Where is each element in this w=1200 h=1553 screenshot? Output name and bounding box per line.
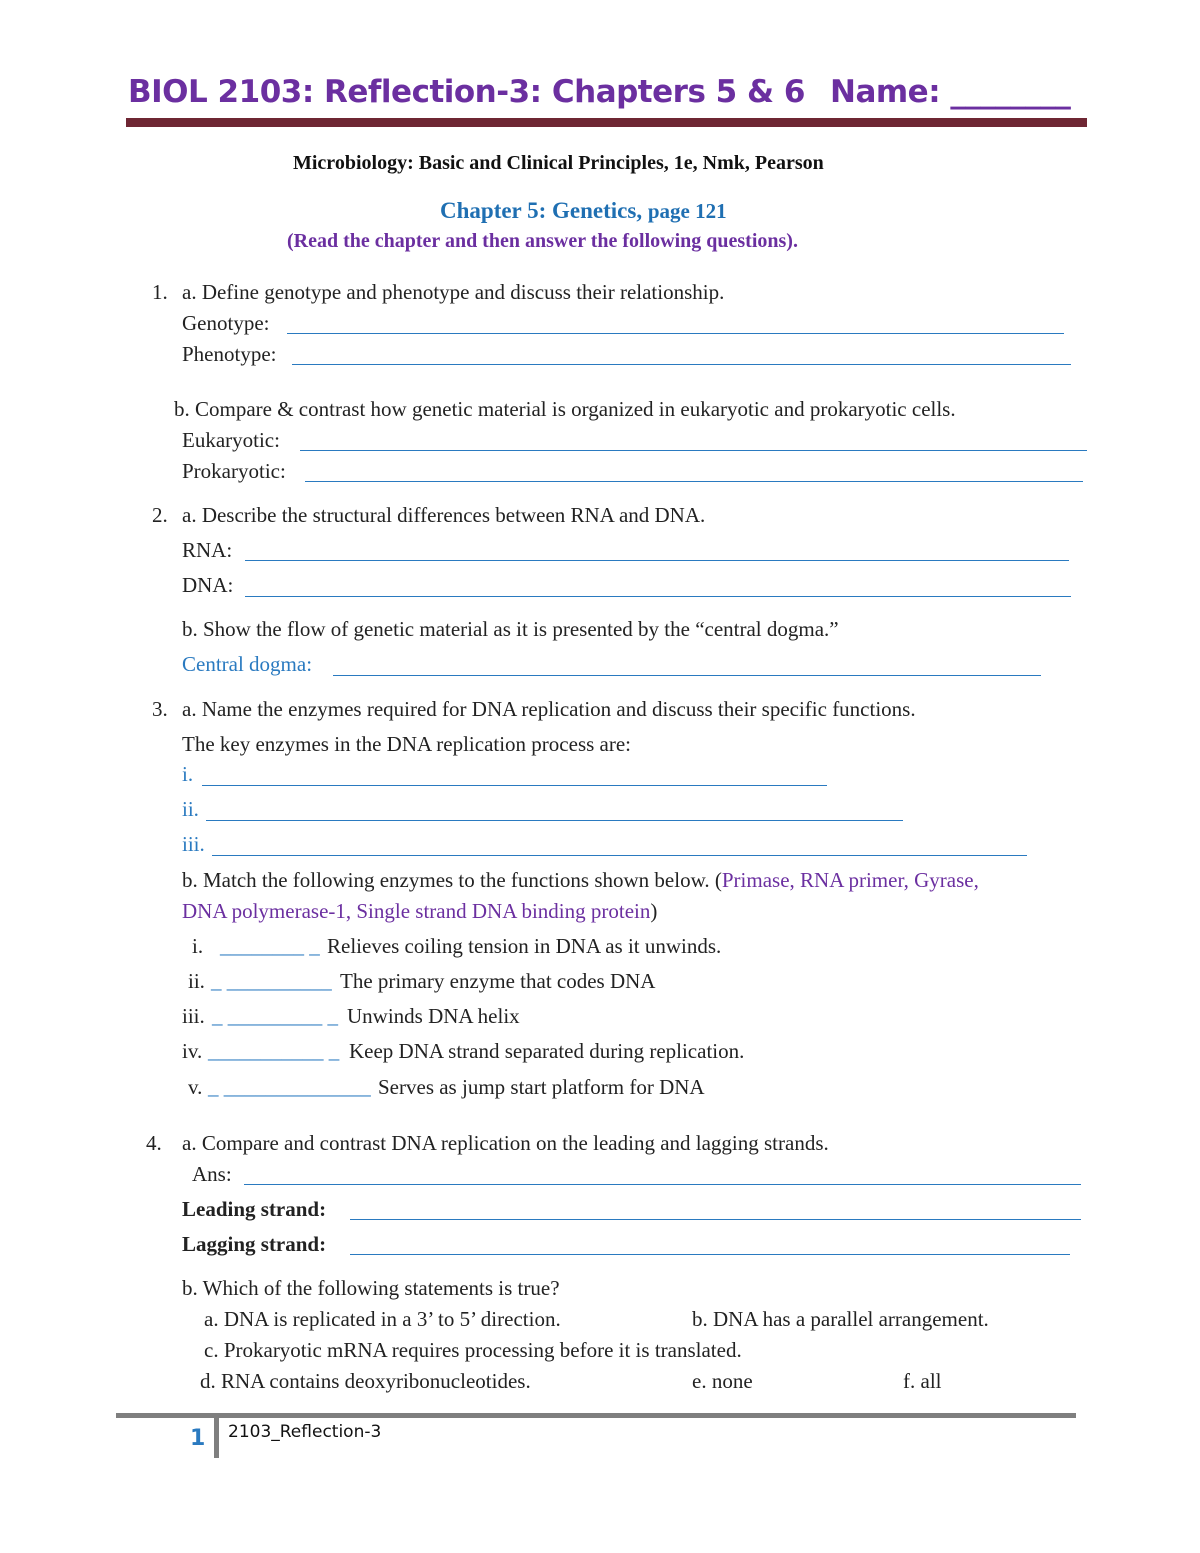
rna-label: RNA: [182, 538, 233, 562]
q4-number: 4. [146, 1131, 162, 1155]
central-dogma-label: Central dogma: [182, 652, 313, 676]
option-d[interactable]: d. RNA contains deoxyribonucleotides. [200, 1369, 531, 1393]
match-v-label: v. [188, 1075, 203, 1099]
q3b-prompt [182, 868, 979, 893]
phenotype-answer-line[interactable] [292, 364, 1071, 365]
chapter-title: Chapter 5: Genetics, [440, 198, 643, 223]
footer-divider [214, 1418, 219, 1458]
genotype-label: Genotype: [182, 311, 270, 335]
q4b-prompt: b. Which of the following statements is true? [182, 1276, 560, 1300]
header-rule [126, 118, 1087, 127]
option-c[interactable]: c. Prokaryotic mRNA requires processing before it is translated. [204, 1338, 742, 1362]
q2a-prompt: a. Describe the structural differences between RNA and DNA. [182, 503, 706, 527]
match-ii-blank[interactable]: _ __________ [211, 969, 332, 993]
rna-answer-line[interactable] [245, 560, 1069, 561]
q3b-prefix: b. Match the following enzymes to the functions shown below. ( [182, 868, 722, 892]
enzyme-ii-answer-line[interactable] [206, 820, 903, 821]
match-i-blank[interactable]: ________ _ [220, 934, 320, 958]
key-enzymes-text: The key enzymes in the DNA replication process are: [182, 732, 632, 756]
phenotype-label: Phenotype: [182, 342, 277, 366]
q4a-prompt: a. Compare and contrast DNA replication on the leading and lagging strands. [182, 1131, 829, 1155]
enzyme-iii-answer-line[interactable] [212, 855, 1027, 856]
name-label: Name: ________ [830, 74, 1071, 110]
enzyme-ii-label: ii. [182, 797, 199, 821]
match-iv-blank[interactable]: ___________ _ [208, 1039, 340, 1063]
leading-strand-label: Leading strand: [182, 1197, 327, 1221]
page-number: 1 [190, 1426, 206, 1451]
q3a-prompt: a. Name the enzymes required for DNA replication and discuss their specific functions. [182, 697, 916, 721]
match-iii-text: Unwinds DNA helix [347, 1004, 520, 1028]
central-dogma-answer-line[interactable] [333, 675, 1041, 676]
prokaryotic-answer-line[interactable] [305, 481, 1083, 482]
q1-number: 1. [152, 280, 168, 304]
enzyme-iii-label: iii. [182, 832, 205, 856]
match-i-text: Relieves coiling tension in DNA as it unwinds. [327, 934, 722, 958]
page-title: BIOL 2103: Reflection-3: Chapters 5 & 6 [128, 74, 805, 110]
match-v-text: Serves as jump start platform for DNA [378, 1075, 705, 1099]
q2-number: 2. [152, 503, 168, 527]
genotype-answer-line[interactable] [287, 333, 1064, 334]
q1b-prompt: b. Compare & contrast how genetic material is organized in eukaryotic and prokaryotic cells. [174, 397, 956, 421]
match-iii-blank[interactable]: _ _________ _ [212, 1004, 338, 1028]
q3-number: 3. [152, 697, 168, 721]
instruction-text: (Read the chapter and then answer the following questions). [287, 230, 798, 252]
q3b-suffix: ) [650, 899, 658, 923]
q2b-prompt: b. Show the flow of genetic material as it is presented by the “central dogma.” [182, 617, 839, 641]
enzyme-list-2: DNA polymerase-1, Single strand DNA binding protein [182, 899, 651, 923]
eukaryotic-answer-line[interactable] [300, 450, 1087, 451]
match-iii-label: iii. [182, 1004, 205, 1028]
match-ii-text: The primary enzyme that codes DNA [340, 969, 656, 993]
option-f[interactable]: f. all [903, 1369, 942, 1393]
option-b[interactable]: b. DNA has a parallel arrangement. [692, 1307, 989, 1331]
chapter-page: page 121 [647, 199, 727, 223]
q1a-prompt: a. Define genotype and phenotype and discuss their relationship. [182, 280, 725, 304]
prokaryotic-label: Prokaryotic: [182, 459, 286, 483]
enzyme-list-1: Primase, RNA primer, Gyrase, [721, 868, 979, 892]
leading-strand-answer-line[interactable] [350, 1219, 1081, 1220]
match-ii-label: ii. [188, 969, 205, 993]
q3b-prompt-cont [182, 899, 657, 924]
lagging-strand-answer-line[interactable] [350, 1254, 1070, 1255]
lagging-strand-label: Lagging strand: [182, 1232, 327, 1256]
textbook-citation: Microbiology: Basic and Clinical Principles, 1e, Nmk, Pearson [293, 152, 824, 174]
ans-answer-line[interactable] [244, 1184, 1081, 1185]
ans-label: Ans: [192, 1162, 232, 1186]
footer-doc-name: 2103_Reflection-3 [228, 1422, 382, 1442]
eukaryotic-label: Eukaryotic: [182, 428, 280, 452]
enzyme-i-label: i. [182, 762, 194, 786]
option-e[interactable]: e. none [692, 1369, 753, 1393]
match-iv-label: iv. [182, 1039, 203, 1063]
footer-rule [116, 1413, 1076, 1418]
dna-label: DNA: [182, 573, 234, 597]
dna-answer-line[interactable] [245, 596, 1071, 597]
match-i-label: i. [192, 934, 204, 958]
match-iv-text: Keep DNA strand separated during replication. [349, 1039, 745, 1063]
match-v-blank[interactable]: _ ______________ [208, 1075, 371, 1099]
option-a[interactable]: a. DNA is replicated in a 3’ to 5’ direction. [204, 1307, 561, 1331]
chapter-heading [440, 198, 727, 224]
enzyme-i-answer-line[interactable] [202, 785, 827, 786]
